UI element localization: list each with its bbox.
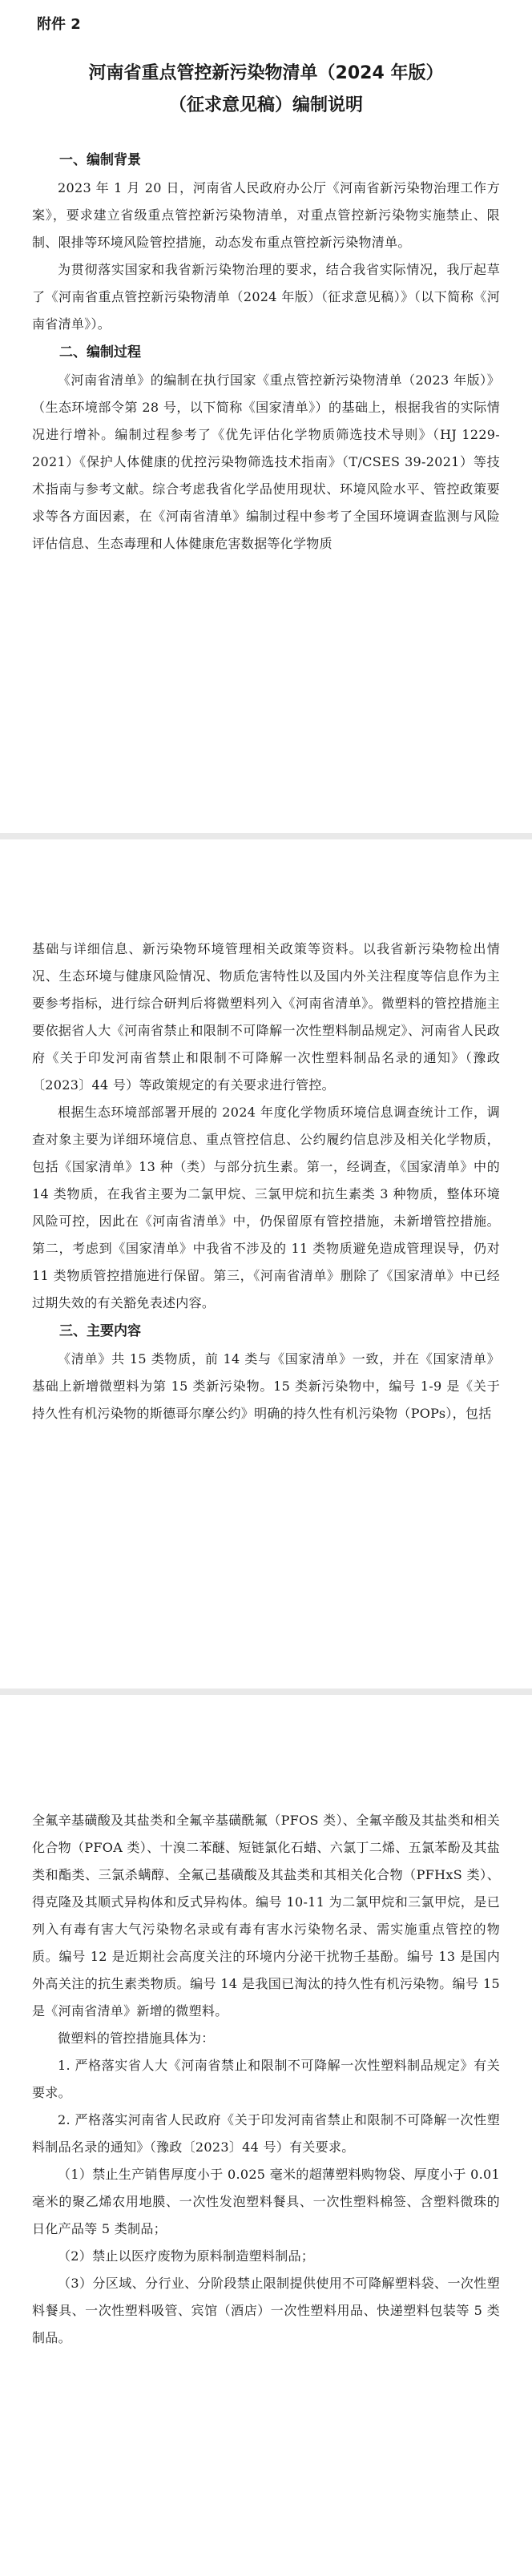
list-item: 2. 严格落实河南省人民政府《关于印发河南省禁止和限制不可降解一次性塑料制品名录的通知》（豫政〔2023〕44 号）有关要求。: [32, 2112, 500, 2155]
paragraph: 微塑料的管控措施具体为：: [58, 2031, 215, 2046]
paragraph: 为贯彻落实国家和我省新污染物治理的要求，结合我省实际情况，我厅起草了《河南省重点管控新污染物清单（2024 年版）（征求意见稿）》（以下简称《河南省清单》）。: [32, 262, 500, 332]
list-item: （3）分区域、分行业、分阶段禁止限制提供使用不可降解塑料袋、一次性塑料餐具、一次性塑料吸管、宾馆（酒店）一次性塑料用品、快递塑料包装等 5 类制品。: [32, 2276, 500, 2345]
list-item: 1. 严格落实省人大《河南省禁止和限制不可降解一次性塑料制品规定》有关要求。: [32, 2058, 500, 2100]
list-item: （1）禁止生产销售厚度小于 0.025 毫米的超薄塑料购物袋、厚度小于 0.01 毫米的聚乙烯农用地膜、一次性发泡塑料餐具、一次性塑料棉签、含塑料微珠的日化产品等 5 类制品；: [32, 2167, 500, 2236]
list-item: （2）禁止以医疗废物为原料制造塑料制品；: [58, 2248, 315, 2264]
document-page-3: [0, 1695, 532, 2576]
paragraph: 《清单》共 15 类物质，前 14 类与《国家清单》一致，并在《国家清单》基础上新增微塑料为第 15 类新污染物。15 类新污染物中，编号 1-9 是《关于持久性有机污染物的斯德哥尔摩公约》明确的持久性有机污染物（POPs），包括: [32, 1351, 500, 1421]
title-line-2: （征求意见稿）编制说明: [168, 95, 363, 115]
title-line-1: 河南省重点管控新污染物清单（2024 年版）: [88, 63, 444, 83]
paragraph: 2023 年 1 月 20 日，河南省人民政府办公厅《河南省新污染物治理工作方案》，要求建立省级重点管控新污染物清单，对重点管控新污染物实施禁止、限制、限排等环境风险管控措施，动态发布重点管控新污染物清单。: [32, 180, 500, 250]
paragraph: 《河南省清单》的编制在执行国家《重点管控新污染物清单（2023 年版）》（生态环境部令第 28 号，以下简称《国家清单》）的基础上，根据我省的实际情况进行增补。编制过程参考了《优先评估化学物质筛选技术导则》（HJ 1229-2021）《保护人体健康的优控污染物筛选技术指南》（T/CSES 39-2021）等技术指南与参考文献。综合考虑我省化学品使用现状、环境风险水平、管控政策要求等各方面因素，在《河南省清单》编制过程中参考了全国环境调查监测与风险评估信息、生态毒理和人体健康危害数据等化学物质: [32, 372, 500, 551]
section-heading-process: 二、编制过程: [59, 344, 141, 360]
paragraph-continued: 基础与详细信息、新污染物环境管理相关政策等资料。以我省新污染物检出情况、生态环境与健康风险情况、物质危害特性以及国内外关注程度等信息作为主要参考指标，进行综合研判后将微塑料列入《河南省清单》。微塑料的管控措施主要依据省人大《河南省禁止和限制不可降解一次性塑料制品规定》、河南省人民政府《关于印发河南省禁止和限制不可降解一次性塑料制品名录的通知》（豫政〔2023〕44 号）等政策规定的有关要求进行管控。: [32, 941, 500, 1093]
document-page-2: [0, 839, 532, 1688]
section-heading-content: 三、主要内容: [59, 1323, 141, 1339]
paragraph: 根据生态环境部部署开展的 2024 年度化学物质环境信息调查统计工作，调查对象主要为详细环境信息、重点管控信息、公约履约信息涉及相关化学物质，包括《国家清单》13 种（类）与部分抗生素。第一，经调查，《国家清单》中的 14 类物质，在我省主要为二氯甲烷、三氯甲烷和抗生素类 3 种物质，整体环境风险可控，因此在《河南省清单》中，仍保留原有管控措施，未新增管控措施。第二，考虑到《国家清单》中我省不涉及的 11 类物质避免造成管理误导，仍对 11 类物质管控措施进行保留。第三，《河南省清单》删除了《国家清单》中已经过期失效的有关豁免表述内容。: [32, 1105, 500, 1310]
paragraph-continued: 全氟辛基磺酸及其盐类和全氟辛基磺酰氟（PFOS 类）、全氟辛酸及其盐类和相关化合物（PFOA 类）、十溴二苯醚、短链氯化石蜡、六氯丁二烯、五氯苯酚及其盐类和酯类、三氯杀螨醇、全氟己基磺酸及其盐类和其相关化合物（PFHxS 类）、得克隆及其顺式异构体和反式异构体。编号 10-11 为二氯甲烷和三氯甲烷，是已列入有毒有害大气污染物名录或有毒有害水污染物名录、需实施重点管控的物质。编号 12 是近期社会高度关注的环境内分泌干扰物壬基酚。编号 13 是国内外高关注的抗生素类物质。编号 14 是我国已淘汰的持久性有机污染物。编号 15 是《河南省清单》新增的微塑料。: [32, 1813, 500, 2019]
document-title: [32, 58, 500, 122]
attachment-label: 附件 2: [37, 16, 81, 33]
document-page-1: [0, 0, 532, 833]
section-heading-background: 一、编制背景: [59, 152, 141, 168]
